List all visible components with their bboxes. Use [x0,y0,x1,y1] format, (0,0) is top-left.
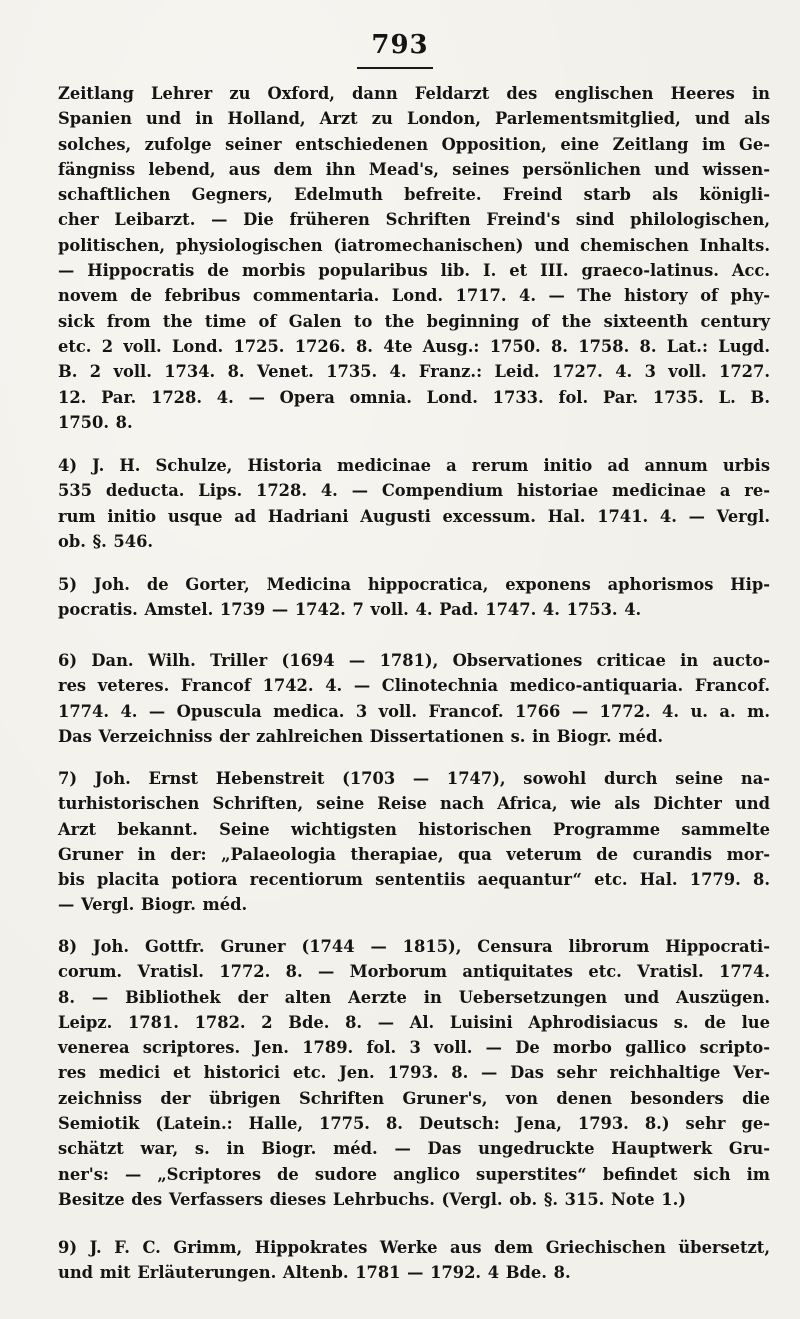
text-line: Das Verzeichniss der zahlreichen Dissertationen s. in Biogr. méd. [58,726,664,746]
text-line: 4) J. H. Schulze, Historia medicinae a rerum initio ad annum urbis [58,456,770,475]
text-line: Besitze des Verfassers dieses Lehrbuchs. (Vergl. ob. §. 315. Note 1.) [58,1189,686,1209]
text-line: B. 2 voll. 1734. 8. Venet. 1735. 4. Franz.: Leid. 1727. 4. 3 voll. 1727. [58,362,770,382]
text-line: ob. §. 546. [58,531,154,551]
text-line: 8. — Bibliothek der alten Aerzte in Uebersetzungen und Auszügen. [58,987,770,1007]
text-line: 1750. 8. [58,412,133,432]
text-line: schaftlichen Gegners, Edelmuth befreite. Freind starb als königli- [58,185,770,205]
header-rule [357,67,433,69]
text-line: etc. 2 voll. Lond. 1725. 1726. 8. 4te Ausg.: 1750. 8. 1758. 8. Lat.: Lugd. [58,336,770,356]
text-line: Zeitlang Lehrer zu Oxford, dann Feldarzt des englischen Heeres in [58,84,770,103]
text-line: sick from the time of Galen to the beginning of the sixteenth century [58,311,770,331]
text-line: 12. Par. 1728. 4. — Opera omnia. Lond. 1733. fol. Par. 1735. L. B. [58,387,770,407]
text-line: 7) Joh. Ernst Hebenstreit (1703 — 1747), sowohl durch seine na- [58,769,770,788]
text-line: 9) J. F. C. Grimm, Hippokrates Werke aus dem Griechischen übersetzt, [58,1238,770,1257]
text-line: 1774. 4. — Opuscula medica. 3 voll. Francof. 1766 — 1772. 4. u. a. m. [58,701,770,721]
text-line: rum initio usque ad Hadriani Augusti excessum. Hal. 1741. 4. — Vergl. [58,506,770,526]
text-line: res veteres. Francof 1742. 4. — Clinotechnia medico-antiquaria. Francof. [58,676,770,696]
page-number: 793 [371,30,429,60]
text-line: res medici et historici etc. Jen. 1793. 8. — Das sehr reichhaltige Ver- [58,1063,770,1083]
text-line: 535 deducta. Lips. 1728. 4. — Compendium historiae medicinae a re- [58,481,770,501]
footnote-4 [58,453,770,554]
text-line: zeichniss der übrigen Schriften Gruner's, von denen besonders die [58,1088,770,1108]
text-line: venerea scriptores. Jen. 1789. fol. 3 voll. — De morbo gallico scripto- [58,1038,770,1058]
text-line: Semiotik (Latein.: Halle, 1775. 8. Deutsch: Jena, 1793. 8.) sehr ge- [58,1114,770,1134]
text-line: fängniss lebend, aus dem ihn Mead's, seines persönlichen und wissen- [58,159,770,179]
text-line: cher Leibarzt. — Die früheren Schriften Freind's sind philologischen, [58,210,770,230]
text-line: bis placita potiora recentiorum sententiis aequantur“ etc. Hal. 1779. 8. [58,870,770,890]
text-line: corum. Vratisl. 1772. 8. — Morborum antiquitates etc. Vratisl. 1774. [58,962,770,982]
text-line: turhistorischen Schriften, seine Reise nach Africa, wie als Dichter und [58,794,770,814]
paragraph-freind [58,81,770,435]
text-line: 5) Joh. de Gorter, Medicina hippocratica, exponens aphorismos Hip- [58,575,770,594]
text-line: ner's: — „Scriptores de sudore anglico superstites“ befindet sich im [58,1164,770,1184]
footnote-5 [58,572,770,623]
text-line: — Vergl. Biogr. méd. [58,895,248,915]
text-line: Leipz. 1781. 1782. 2 Bde. 8. — Al. Luisini Aphrodisiacus s. de lue [58,1012,770,1032]
text-line: und mit Erläuterungen. Altenb. 1781 — 1792. 4 Bde. 8. [58,1263,571,1283]
text-line: novem de febribus commentaria. Lond. 1717. 4. — The history of phy- [58,286,770,306]
text-line: Gruner in der: „Palaeologia therapiae, qua veterum de curandis mor- [58,844,770,864]
text-line: schätzt war, s. in Biogr. méd. — Das ungedruckte Hauptwerk Gru- [58,1139,770,1159]
footnote-7 [58,766,770,918]
text-line: — Hippocratis de morbis popularibus lib. I. et III. graeco-latinus. Acc. [58,261,770,281]
footnote-8 [58,934,770,1212]
footnote-9 [58,1235,770,1286]
footnote-6 [58,648,770,749]
text-line: solches, zufolge seiner entschiedenen Opposition, eine Zeitlang im Ge- [58,134,770,154]
text-line: pocratis. Amstel. 1739 — 1742. 7 voll. 4. Pad. 1747. 4. 1753. 4. [58,600,642,620]
text-line: Spanien und in Holland, Arzt zu London, Parlementsmitglied, und als [58,109,770,129]
text-line: 6) Dan. Wilh. Triller (1694 — 1781), Observationes criticae in aucto- [58,651,770,670]
text-line: Arzt bekannt. Seine wichtigsten historischen Programme sammelte [58,819,770,839]
text-line: 8) Joh. Gottfr. Gruner (1744 — 1815), Censura librorum Hippocrati- [58,937,770,956]
text-line: politischen, physiologischen (iatromechanischen) und chemischen Inhalts. [58,235,770,255]
